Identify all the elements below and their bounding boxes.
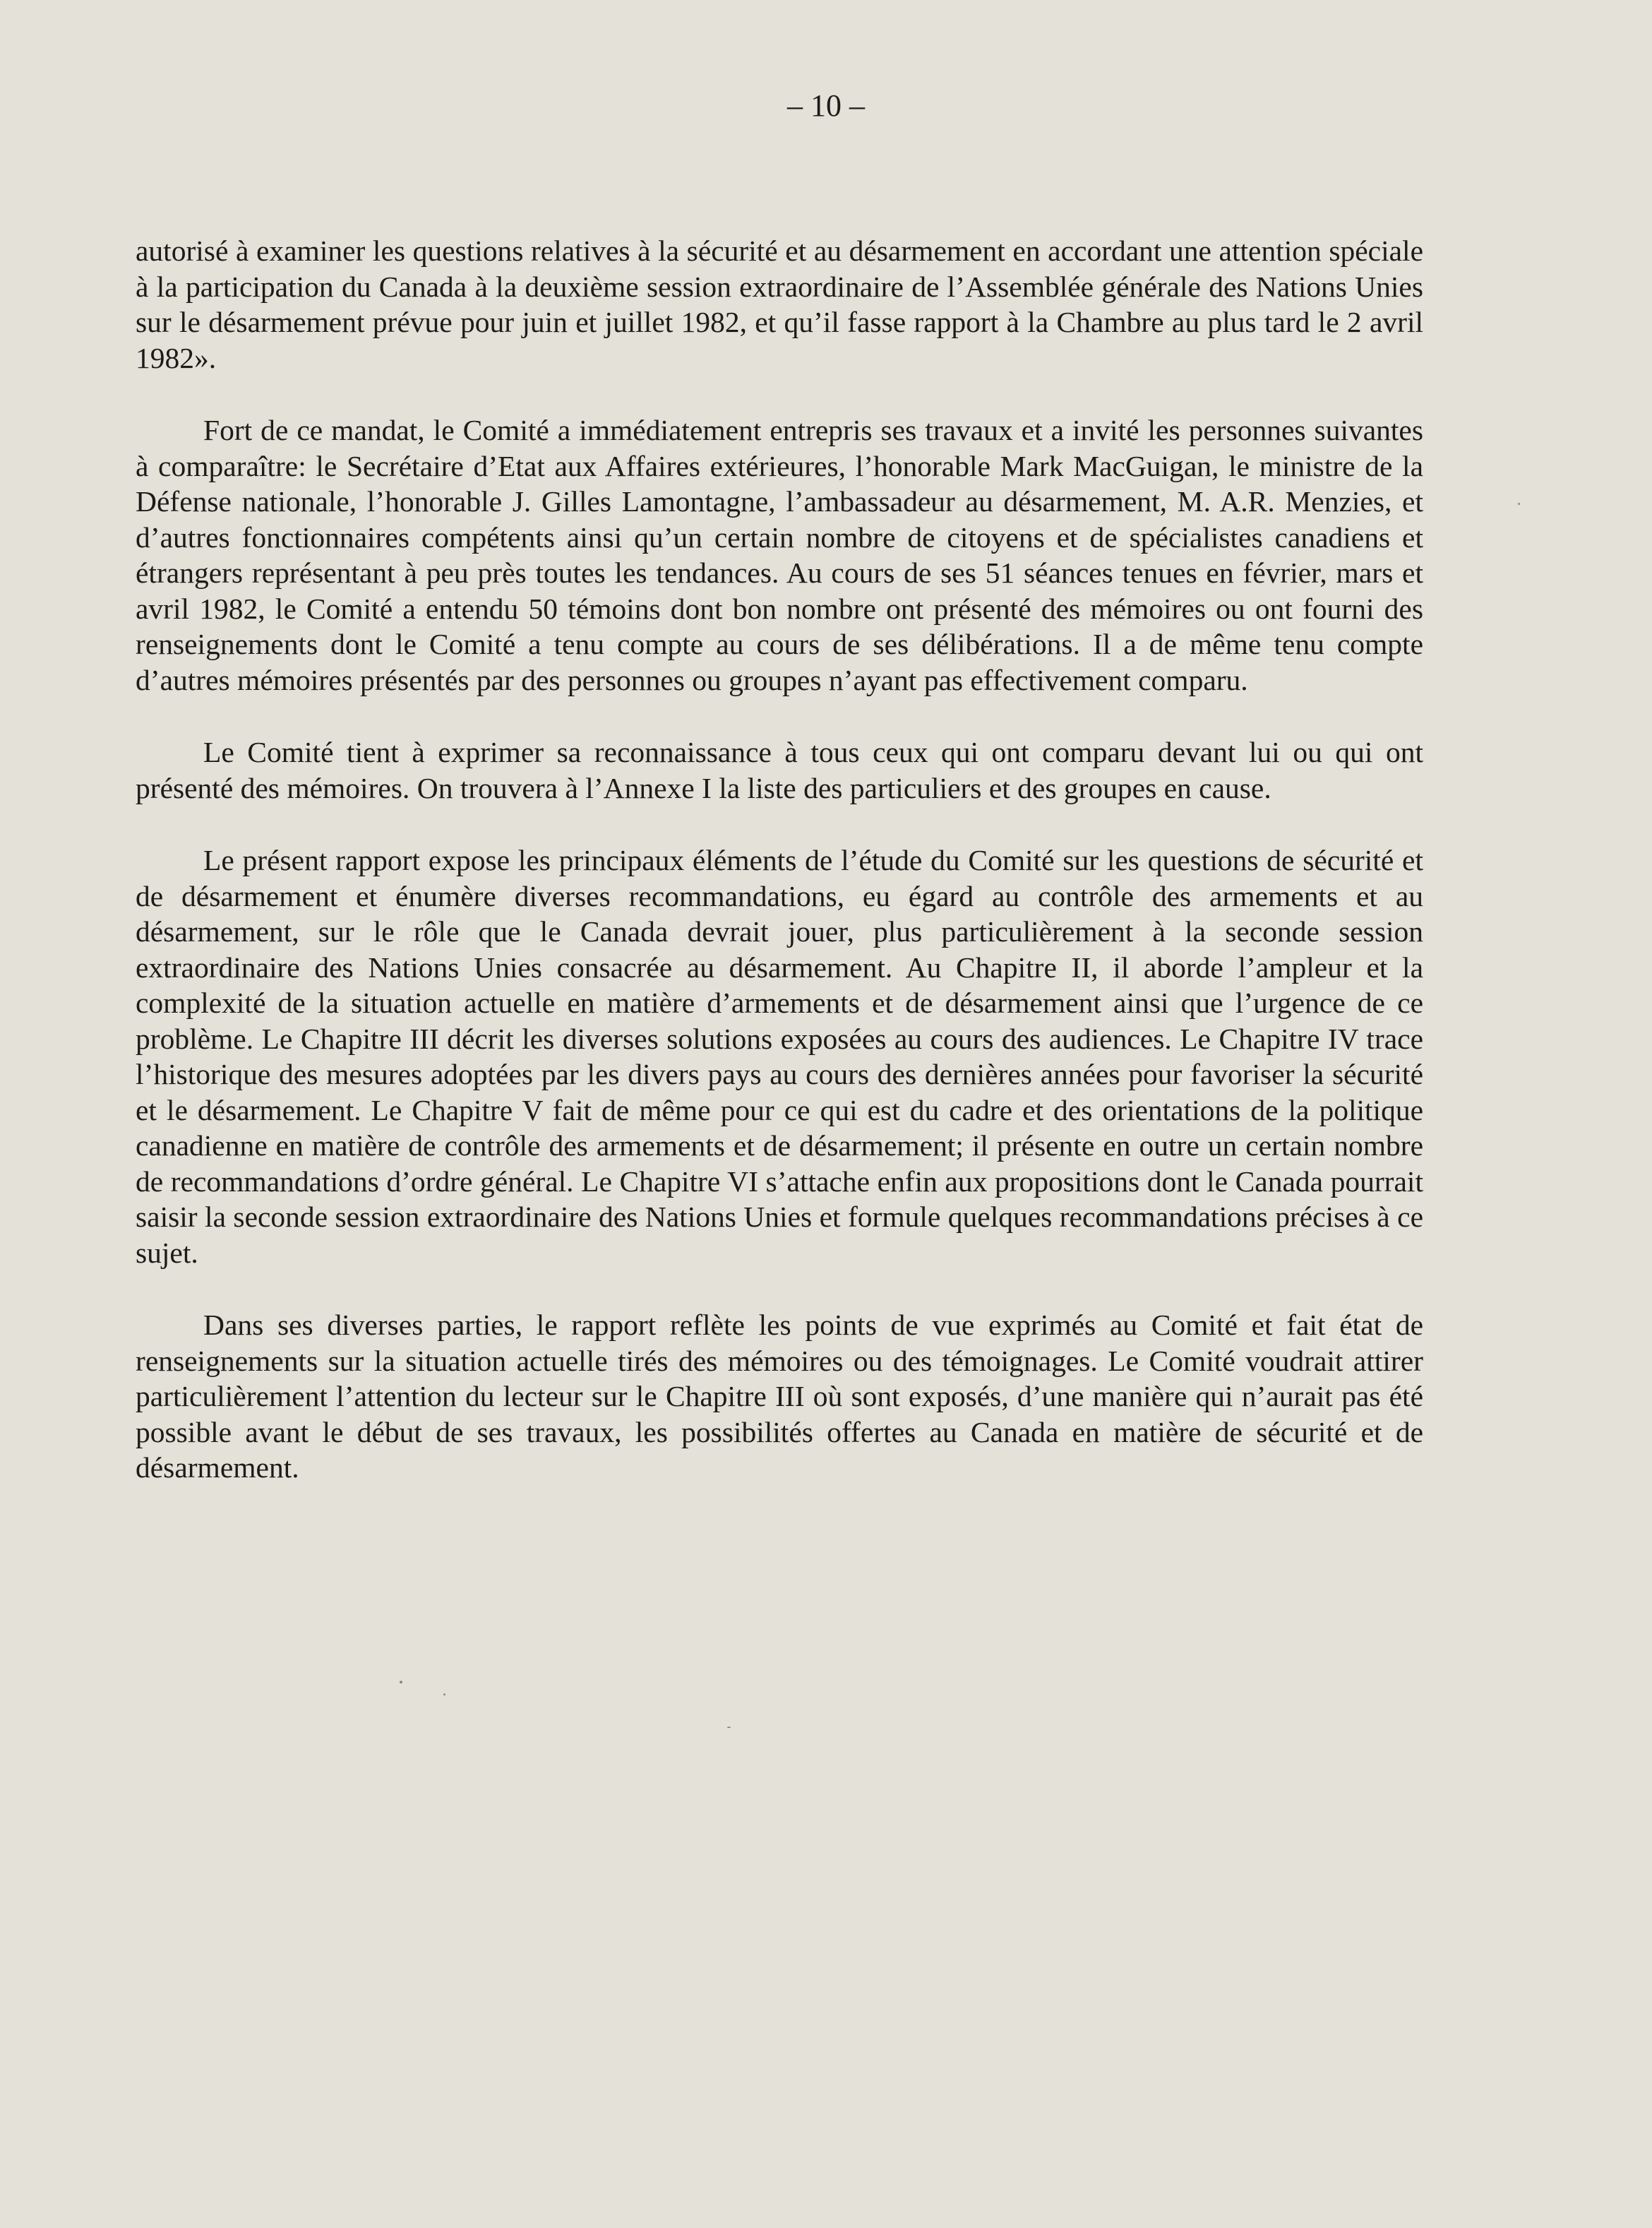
page-number: – 10 – [787, 88, 865, 123]
paper-speck [443, 1693, 445, 1696]
paper-speck [727, 1727, 731, 1728]
paper-speck [1518, 503, 1520, 505]
paragraph-report-overview: Le présent rapport expose les principaux éléments de l’étude du Comité sur les questions de sécurité et de désarmement et énumère diverses recommandations, eu égard au contrôle des armements et au désarmement, sur le rôle que le Canada devrait jouer, plus particulièrement à la seconde session extraordinaire des Nations Unies consacrée au désarmement. Au Chapitre II, il aborde l’ampleur et la complexité de la situation actuelle en matière d’armements et de désarmement ainsi que l’urgence de ce problème. Le Chapitre III décrit les diverses solutions exposées au cours des audiences. Le Chapitre IV trace l’historique des mesures adoptées par les divers pays au cours des dernières années pour favoriser la sécurité et le désarmement. Le Chapitre V fait de même pour ce qui est du cadre et des orientations de la politique canadienne en matière de contrôle des armements et de désarmement; il présente en outre un certain nombre de recommandations d’ordre général. Le Chapitre VI s’attache enfin aux propositions dont le Canada pourrait saisir la seconde session extraordinaire des Nations Unies et formule quelques recommandations précises à ce sujet. [136, 844, 1423, 1269]
paragraph-acknowledgement: Le Comité tient à exprimer sa reconnaissance à tous ceux qui ont comparu devant lui ou qui ont présenté des mémoires. On trouvera à l’Annexe I la liste des particuliers et des groupes en cause. [136, 736, 1423, 804]
paragraph-report-scope: Dans ses diverses parties, le rapport reflète les points de vue exprimés au Comité et fait état de renseignements sur la situation actuelle tirés des mémoires ou des témoignages. Le Comité voudrait attirer particulièrement l’attention du lecteur sur le Chapitre III où sont exposés, d’une manière qui n’aurait pas été possible avant le début de ses travaux, les possibilités offertes au Canada en matière de sécurité et de désarmement. [136, 1309, 1423, 1484]
paper-speck [400, 1681, 402, 1684]
paragraph-continuation: autorisé à examiner les questions relatives à la sécurité et au désarmement en accordant une attention spéciale à la participation du Canada à la deuxième session extraordinaire de l’Assemblée générale des Nations Unies sur le désarmement prévue pour juin et juillet 1982, et qu’il fasse rapport à la Chambre au plus tard le 2 avril 1982». [136, 234, 1423, 374]
paragraph-mandate: Fort de ce mandat, le Comité a immédiatement entrepris ses travaux et a invité les personnes suivantes à comparaître: le Secrétaire d’Etat aux Affaires extérieures, l’honorable Mark MacGuigan, le ministre de la Défense nationale, l’honorable J. Gilles Lamontagne, l’ambassadeur au désarmement, M. A.R. Menzies, et d’autres fonctionnaires compétents ainsi qu’un certain nombre de citoyens et de spécialistes canadiens et étrangers représentant à peu près toutes les tendances. Au cours de ses 51 séances tenues en février, mars et avril 1982, le Comité a entendu 50 témoins dont bon nombre ont présenté des mémoires ou ont fourni des renseignements dont le Comité a tenu compte au cours de ses délibérations. Il a de même tenu compte d’autres mémoires présentés par des personnes ou groupes n’ayant pas effectivement comparu. [136, 414, 1423, 696]
document-body [136, 233, 1423, 1523]
